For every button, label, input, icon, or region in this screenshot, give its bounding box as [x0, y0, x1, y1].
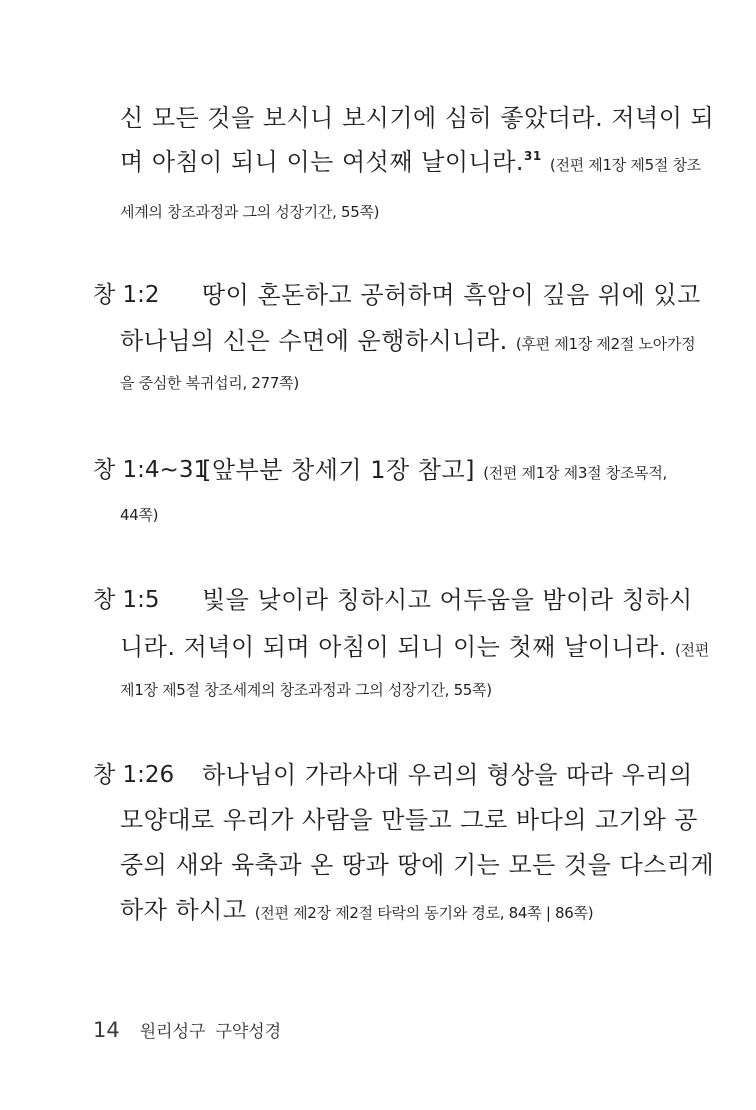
verse-text: 며 아침이 되니 이는 여섯째 날이니라.: [120, 148, 525, 176]
verse-text-line: [202, 455, 667, 488]
verse-label: 창 1:2: [93, 282, 160, 308]
verse-reference-continued: 을 중심한 복귀섭리, 277쪽): [120, 374, 299, 392]
verse-reference: (전편 제1장 제3절 창조목적,: [483, 464, 667, 482]
verse-reference: (후편 제1장 제2절 노아가정: [515, 335, 696, 353]
verse-text-line: 신 모든 것을 보시니 보시기에 심히 좋았더라. 저녁이 되: [120, 104, 715, 132]
verse-text-line: [120, 895, 593, 928]
verse-text-line: 모양대로 우리가 사람을 만들고 그로 바다의 고기와 공: [120, 806, 698, 834]
verse-reference: (전편: [674, 641, 709, 659]
verse-text-line: 빛을 낮이라 칭하시고 어두움을 밤이라 칭하시: [202, 586, 693, 614]
verse-reference: (전편 제1장 제5절 창조: [549, 156, 701, 174]
verse-label: 창 1:4~31: [93, 457, 209, 483]
footnote-marker: 31: [524, 149, 542, 163]
verse-text: 하나님의 신은 수면에 운행하시니라.: [120, 327, 508, 355]
verse-reference: (전편 제2장 제2절 타락의 동기와 경로, 84쪽 | 86쪽): [254, 904, 594, 922]
verse-reference-continued: 44쪽): [120, 506, 159, 524]
verse-text-line: 중의 새와 육축과 온 땅과 땅에 기는 모든 것을 다스리게: [120, 851, 715, 879]
verse-label: 창 1:5: [93, 587, 160, 613]
verse-text: 하자 하시고: [120, 896, 247, 924]
verse-text-line: 하나님이 가라사대 우리의 형상을 따라 우리의: [202, 761, 693, 789]
book-title: 원리성구: [139, 1022, 206, 1042]
verse-text-line: [120, 326, 695, 359]
verse-text-line: 땅이 혼돈하고 공허하며 흑암이 깊음 위에 있고: [202, 281, 701, 309]
verse-text: 니라. 저녁이 되며 아침이 되니 이는 첫째 날이니라.: [120, 633, 667, 661]
verse-text-line: [120, 147, 701, 180]
verse-text: [앞부분 창세기 1장 참고]: [202, 456, 476, 484]
verse-text-line: [120, 632, 709, 665]
book-subtitle: 구약성경: [215, 1022, 282, 1042]
verse-reference-continued: 세계의 창조과정과 그의 성장기간, 55쪽): [120, 203, 380, 221]
page-number: 14: [93, 1018, 120, 1042]
page-footer: [93, 1016, 281, 1046]
verse-label: 창 1:26: [93, 762, 175, 788]
verse-reference-continued: 제1장 제5절 창조세계의 창조과정과 그의 성장기간, 55쪽): [120, 681, 492, 699]
